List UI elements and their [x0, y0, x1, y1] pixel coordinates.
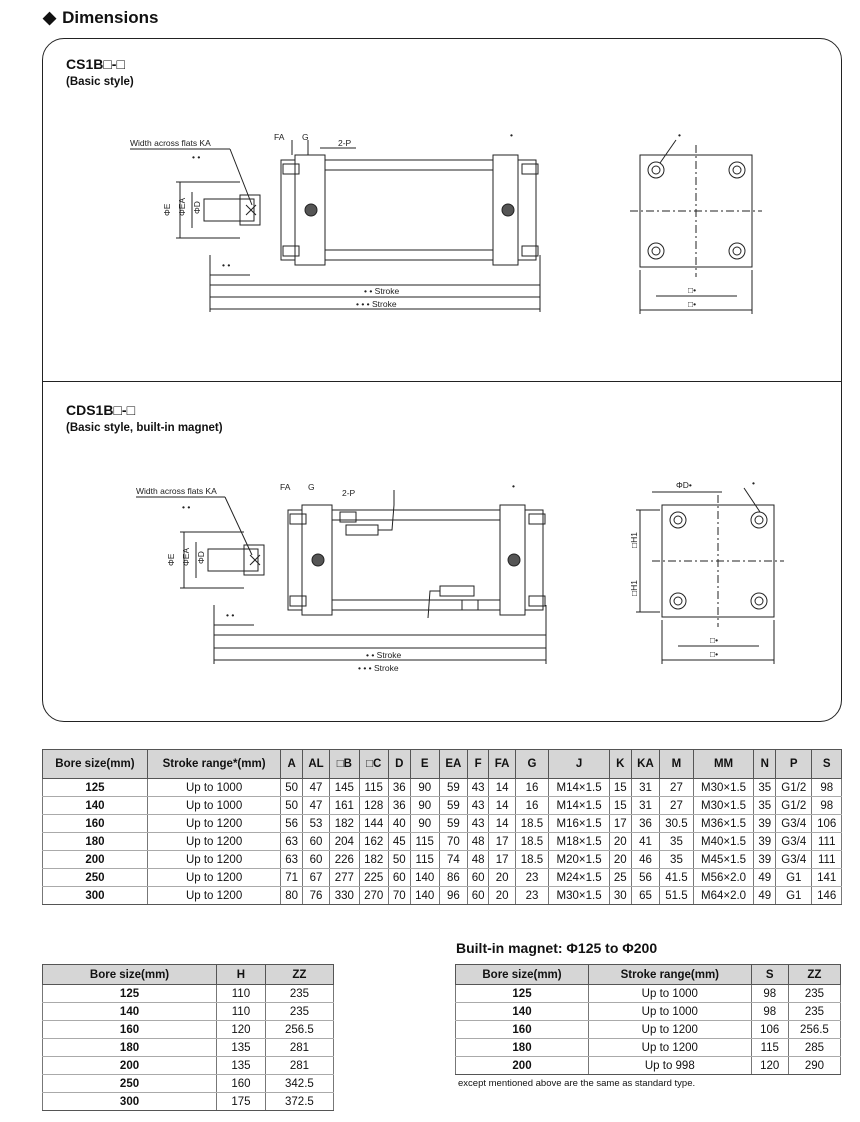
table-cell: 256.5 — [265, 1021, 333, 1039]
table-cell: 31 — [631, 779, 660, 797]
table-cell: 48 — [467, 851, 489, 869]
label-dots-4: • • — [226, 610, 235, 620]
table-cell: G1/2 — [776, 779, 812, 797]
table-cell: 20 — [609, 851, 631, 869]
table-cell: 43 — [467, 797, 489, 815]
table-cell: 49 — [754, 887, 776, 905]
label-phi-e-2: ΦE — [166, 553, 176, 566]
table-cell: M64×2.0 — [693, 887, 754, 905]
label-2p: 2-P — [338, 138, 352, 148]
table-cell: 161 — [330, 797, 359, 815]
label-fa-2: FA — [280, 482, 291, 492]
column-header: EA — [439, 750, 467, 779]
table-cell: 145 — [330, 779, 359, 797]
table-cell: 51.5 — [660, 887, 693, 905]
label-dot-4: • — [752, 478, 755, 488]
table-cell: 200 — [43, 1057, 217, 1075]
table-cell: M14×1.5 — [549, 797, 610, 815]
table-cell: Up to 1200 — [147, 815, 281, 833]
table-cell: 65 — [631, 887, 660, 905]
table-cell: 106 — [751, 1021, 788, 1039]
table-row — [43, 1057, 334, 1075]
table-cell: 160 — [43, 815, 148, 833]
column-header: Stroke range(mm) — [589, 965, 752, 985]
table-cell: 30 — [609, 887, 631, 905]
column-header: E — [410, 750, 439, 779]
label-g: G — [302, 132, 309, 142]
table-cell: 41.5 — [660, 869, 693, 887]
table-cell: 235 — [265, 985, 333, 1003]
h-zz-table-header — [43, 965, 334, 985]
table-cell: 144 — [359, 815, 388, 833]
table-cell: 20 — [489, 887, 515, 905]
table-cell: 175 — [217, 1093, 266, 1111]
model-subtitle-magnet: (Basic style, built-in magnet) — [66, 422, 223, 434]
table-cell: 200 — [43, 851, 148, 869]
table-cell: 140 — [410, 887, 439, 905]
table-row — [456, 1003, 841, 1021]
label-g-2: G — [308, 482, 315, 492]
label-width-across-flats-2: Width across flats KA — [136, 486, 217, 496]
table-cell: 53 — [302, 815, 329, 833]
label-stroke1-2: • • Stroke — [366, 650, 402, 660]
table-cell: 46 — [631, 851, 660, 869]
label-dots-2: • • — [222, 260, 231, 270]
table-cell: 111 — [812, 851, 842, 869]
table-cell: 30.5 — [660, 815, 693, 833]
table-cell: 40 — [388, 815, 410, 833]
table-cell: M45×1.5 — [693, 851, 754, 869]
table-cell: M14×1.5 — [549, 779, 610, 797]
column-header: S — [751, 965, 788, 985]
table-cell: 45 — [388, 833, 410, 851]
table-cell: 15 — [609, 797, 631, 815]
cylinder-side-view-magnet — [136, 490, 546, 664]
table-cell: M24×1.5 — [549, 869, 610, 887]
table-cell: 59 — [439, 779, 467, 797]
column-header: Bore size(mm) — [43, 965, 217, 985]
label-phi-d-2: ΦD — [196, 551, 206, 564]
table-cell: M36×1.5 — [693, 815, 754, 833]
model-code-magnet: CDS1B□-□ — [66, 402, 136, 418]
table-cell: 115 — [751, 1039, 788, 1057]
column-header: A — [281, 750, 303, 779]
column-header: J — [549, 750, 610, 779]
table-cell: Up to 1000 — [589, 985, 752, 1003]
column-header: M — [660, 750, 693, 779]
table-cell: 128 — [359, 797, 388, 815]
table-cell: M30×1.5 — [549, 887, 610, 905]
table-cell: G1 — [776, 887, 812, 905]
table-cell: Up to 1200 — [147, 887, 281, 905]
table-cell: 90 — [410, 815, 439, 833]
table-cell: 300 — [43, 887, 148, 905]
column-header: G — [515, 750, 548, 779]
table-cell: 23 — [515, 887, 548, 905]
table-cell: M16×1.5 — [549, 815, 610, 833]
table-cell: 43 — [467, 815, 489, 833]
table-cell: 18.5 — [515, 851, 548, 869]
heading-text: Dimensions — [62, 8, 159, 27]
table-cell: 235 — [265, 1003, 333, 1021]
table-cell: 39 — [754, 851, 776, 869]
table-cell: 63 — [281, 833, 303, 851]
table-cell: 235 — [788, 985, 840, 1003]
table-cell: 285 — [788, 1039, 840, 1057]
label-dot-2: • — [678, 130, 681, 140]
table-cell: Up to 1000 — [589, 1003, 752, 1021]
table-row — [43, 833, 842, 851]
table-cell: 141 — [812, 869, 842, 887]
table-cell: 48 — [467, 833, 489, 851]
table-cell: Up to 1200 — [589, 1021, 752, 1039]
table-cell: 60 — [302, 833, 329, 851]
table-cell: 80 — [281, 887, 303, 905]
table-cell: 162 — [359, 833, 388, 851]
table-cell: 70 — [439, 833, 467, 851]
table-cell: 59 — [439, 815, 467, 833]
table-cell: 49 — [754, 869, 776, 887]
column-header: Bore size(mm) — [43, 750, 148, 779]
table-row — [43, 1021, 334, 1039]
table-row — [456, 985, 841, 1003]
column-header: ZZ — [788, 965, 840, 985]
table-row — [43, 815, 842, 833]
label-stroke1: • • Stroke — [364, 286, 400, 296]
table-cell: 14 — [489, 779, 515, 797]
column-header: ZZ — [265, 965, 333, 985]
table-cell: 140 — [456, 1003, 589, 1021]
table-cell: 60 — [302, 851, 329, 869]
table-cell: 111 — [812, 833, 842, 851]
table-cell: 63 — [281, 851, 303, 869]
table-cell: 225 — [359, 869, 388, 887]
model-subtitle-basic: (Basic style) — [66, 76, 134, 88]
table-cell: 110 — [217, 1003, 266, 1021]
table-row — [43, 779, 842, 797]
magnet-table-title: Built-in magnet: Φ125 to Φ200 — [456, 940, 658, 956]
table-row — [43, 1075, 334, 1093]
table-cell: G1/2 — [776, 797, 812, 815]
table-cell: 342.5 — [265, 1075, 333, 1093]
table-row — [456, 1057, 841, 1075]
table-cell: 180 — [456, 1039, 589, 1057]
table-cell: 25 — [609, 869, 631, 887]
table-cell: 98 — [812, 797, 842, 815]
table-cell: 115 — [410, 833, 439, 851]
table-cell: 98 — [812, 779, 842, 797]
column-header: P — [776, 750, 812, 779]
table-cell: 160 — [43, 1021, 217, 1039]
table-cell: 35 — [754, 779, 776, 797]
table-cell: 256.5 — [788, 1021, 840, 1039]
table-cell: 39 — [754, 833, 776, 851]
table-cell: 160 — [456, 1021, 589, 1039]
table-cell: 50 — [281, 779, 303, 797]
table-cell: 35 — [660, 833, 693, 851]
table-cell: M18×1.5 — [549, 833, 610, 851]
table-cell: 182 — [359, 851, 388, 869]
table-cell: 17 — [489, 833, 515, 851]
table-cell: 90 — [410, 797, 439, 815]
table-cell: 17 — [489, 851, 515, 869]
column-header: AL — [302, 750, 329, 779]
table-cell: 60 — [388, 869, 410, 887]
table-cell: 15 — [609, 779, 631, 797]
table-cell: 16 — [515, 779, 548, 797]
table-cell: 20 — [489, 869, 515, 887]
table-cell: 47 — [302, 797, 329, 815]
diamond-icon: ◆ — [43, 8, 57, 27]
table-cell: Up to 1200 — [147, 851, 281, 869]
label-stroke2: • • • Stroke — [356, 299, 397, 309]
table-row — [43, 887, 842, 905]
column-header: KA — [631, 750, 660, 779]
table-cell: 120 — [751, 1057, 788, 1075]
label-h1-bottom: □H1 — [629, 580, 639, 596]
table-cell: M56×2.0 — [693, 869, 754, 887]
label-dot: • — [510, 130, 513, 140]
table-cell: G3/4 — [776, 833, 812, 851]
table-cell: Up to 998 — [589, 1057, 752, 1075]
table-cell: 98 — [751, 1003, 788, 1021]
table-cell: 56 — [281, 815, 303, 833]
table-cell: M30×1.5 — [693, 779, 754, 797]
column-header: K — [609, 750, 631, 779]
table-cell: 135 — [217, 1039, 266, 1057]
table-cell: 86 — [439, 869, 467, 887]
table-cell: 330 — [330, 887, 359, 905]
label-phi-e: ΦE — [162, 203, 172, 216]
column-header: D — [388, 750, 410, 779]
table-cell: 125 — [456, 985, 589, 1003]
magnet-table — [455, 964, 841, 1075]
table-cell: 36 — [388, 779, 410, 797]
table-cell: 115 — [410, 851, 439, 869]
table-cell: M30×1.5 — [693, 797, 754, 815]
table-cell: 74 — [439, 851, 467, 869]
table-cell: 146 — [812, 887, 842, 905]
column-header: N — [754, 750, 776, 779]
column-header: FA — [489, 750, 515, 779]
column-header: □B — [330, 750, 359, 779]
label-phi-ea-2: ΦEA — [181, 547, 191, 566]
table-row — [456, 1021, 841, 1039]
column-header: S — [812, 750, 842, 779]
table-cell: 281 — [265, 1039, 333, 1057]
table-cell: 250 — [43, 869, 148, 887]
table-cell: 27 — [660, 797, 693, 815]
table-cell: Up to 1200 — [147, 869, 281, 887]
table-cell: 56 — [631, 869, 660, 887]
label-dots: • • — [192, 152, 201, 162]
table-cell: 47 — [302, 779, 329, 797]
table-cell: 36 — [388, 797, 410, 815]
table-cell: 36 — [631, 815, 660, 833]
table-cell: Up to 1000 — [147, 779, 281, 797]
table-cell: 90 — [410, 779, 439, 797]
table-row — [43, 985, 334, 1003]
table-cell: 35 — [660, 851, 693, 869]
table-cell: 60 — [467, 887, 489, 905]
table-cell: 59 — [439, 797, 467, 815]
table-cell: 71 — [281, 869, 303, 887]
magnet-table-header — [456, 965, 841, 985]
table-cell: 180 — [43, 1039, 217, 1057]
table-cell: 290 — [788, 1057, 840, 1075]
column-header: Bore size(mm) — [456, 965, 589, 985]
label-sq2-2: □• — [710, 649, 719, 659]
label-sq1: □• — [688, 285, 697, 295]
table-cell: 31 — [631, 797, 660, 815]
table-row — [43, 797, 842, 815]
label-stroke2-2: • • • Stroke — [358, 663, 399, 673]
table-cell: 115 — [359, 779, 388, 797]
column-header: Stroke range*(mm) — [147, 750, 281, 779]
table-cell: 16 — [515, 797, 548, 815]
label-2p-2: 2-P — [342, 488, 356, 498]
table-cell: 372.5 — [265, 1093, 333, 1111]
cylinder-side-view-basic — [130, 140, 540, 312]
table-cell: 76 — [302, 887, 329, 905]
table-cell: Up to 1200 — [147, 833, 281, 851]
table-cell: G3/4 — [776, 851, 812, 869]
table-cell: G3/4 — [776, 815, 812, 833]
table-cell: 125 — [43, 985, 217, 1003]
table-cell: 35 — [754, 797, 776, 815]
table-cell: 135 — [217, 1057, 266, 1075]
table-cell: 96 — [439, 887, 467, 905]
table-cell: 182 — [330, 815, 359, 833]
table-cell: 18.5 — [515, 815, 548, 833]
table-row — [456, 1039, 841, 1057]
column-header: MM — [693, 750, 754, 779]
label-width-across-flats: Width across flats KA — [130, 138, 211, 148]
table-cell: G1 — [776, 869, 812, 887]
table-cell: 204 — [330, 833, 359, 851]
table-cell: 160 — [217, 1075, 266, 1093]
label-sq2: □• — [688, 299, 697, 309]
table-cell: 200 — [456, 1057, 589, 1075]
table-cell: 67 — [302, 869, 329, 887]
table-cell: 250 — [43, 1075, 217, 1093]
table-row — [43, 851, 842, 869]
dimensions-table — [42, 749, 842, 905]
table-cell: 14 — [489, 797, 515, 815]
table-cell: 98 — [751, 985, 788, 1003]
label-phi-dot: ΦD• — [676, 480, 692, 490]
table-cell: 180 — [43, 833, 148, 851]
label-dot-3: • — [512, 481, 515, 491]
table-cell: 43 — [467, 779, 489, 797]
table-row — [43, 1003, 334, 1021]
h-zz-table — [42, 964, 334, 1111]
table-cell: 17 — [609, 815, 631, 833]
label-h1-top: □H1 — [629, 532, 639, 548]
table-cell: 60 — [467, 869, 489, 887]
table-cell: 140 — [43, 1003, 217, 1021]
dimensions-table-header — [43, 750, 842, 779]
table-cell: 18.5 — [515, 833, 548, 851]
magnet-note: except mentioned above are the same as standard type. — [458, 1078, 696, 1089]
column-header: □C — [359, 750, 388, 779]
table-cell: 226 — [330, 851, 359, 869]
table-cell: 39 — [754, 815, 776, 833]
table-cell: 125 — [43, 779, 148, 797]
label-phi-ea: ΦEA — [177, 197, 187, 216]
table-cell: 23 — [515, 869, 548, 887]
column-header: F — [467, 750, 489, 779]
table-cell: 20 — [609, 833, 631, 851]
table-cell: 106 — [812, 815, 842, 833]
table-cell: 270 — [359, 887, 388, 905]
column-header: H — [217, 965, 266, 985]
table-cell: Up to 1200 — [589, 1039, 752, 1057]
table-cell: 120 — [217, 1021, 266, 1039]
table-cell: 50 — [281, 797, 303, 815]
model-code-basic: CS1B□-□ — [66, 56, 125, 72]
table-cell: 70 — [388, 887, 410, 905]
table-cell: 140 — [410, 869, 439, 887]
table-cell: 281 — [265, 1057, 333, 1075]
label-dots-3: • • — [182, 502, 191, 512]
table-cell: 14 — [489, 815, 515, 833]
table-cell: M40×1.5 — [693, 833, 754, 851]
label-sq1-2: □• — [710, 635, 719, 645]
table-cell: 110 — [217, 985, 266, 1003]
table-row — [43, 869, 842, 887]
table-cell: 140 — [43, 797, 148, 815]
label-fa: FA — [274, 132, 285, 142]
table-cell: 50 — [388, 851, 410, 869]
table-cell: 277 — [330, 869, 359, 887]
table-cell: 27 — [660, 779, 693, 797]
table-cell: 235 — [788, 1003, 840, 1021]
table-row — [43, 1093, 334, 1111]
table-row — [43, 1039, 334, 1057]
table-cell: 41 — [631, 833, 660, 851]
table-cell: Up to 1000 — [147, 797, 281, 815]
label-phi-d: ΦD — [192, 201, 202, 214]
table-cell: 300 — [43, 1093, 217, 1111]
table-cell: M20×1.5 — [549, 851, 610, 869]
